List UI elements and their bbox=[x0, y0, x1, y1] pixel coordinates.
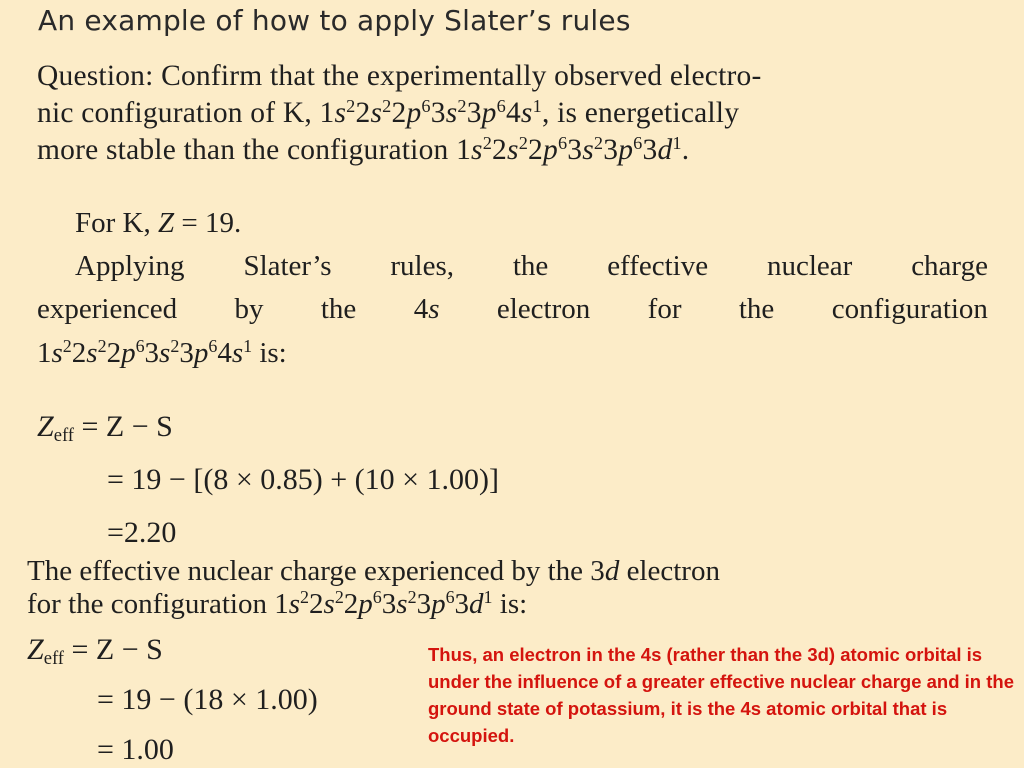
config-shell: 3 bbox=[416, 588, 432, 620]
config-electrons: 6 bbox=[445, 587, 455, 608]
config-electrons: 1 bbox=[483, 587, 493, 608]
word: electron bbox=[496, 293, 591, 325]
zeff-equation-3d bbox=[27, 633, 163, 670]
config-shell: 3 bbox=[454, 588, 470, 620]
config-orbital: p bbox=[618, 134, 634, 166]
config-orbital: p bbox=[193, 337, 209, 369]
word: the bbox=[512, 250, 549, 282]
config-shell: 3 bbox=[144, 337, 160, 369]
config-electrons: 2 bbox=[62, 336, 72, 357]
config-shell: 2 bbox=[528, 134, 543, 166]
config-electrons: 2 bbox=[346, 95, 356, 116]
config-k-ground bbox=[320, 97, 542, 129]
config-shell: 2 bbox=[106, 337, 122, 369]
config-electrons: 2 bbox=[334, 587, 344, 608]
word: experienced bbox=[37, 293, 178, 325]
question-line-2-prefix: nic configuration of K, bbox=[37, 97, 320, 129]
config-electrons: 2 bbox=[407, 587, 417, 608]
config-electrons: 6 bbox=[208, 336, 218, 357]
config-electrons: 2 bbox=[170, 336, 180, 357]
config-electrons: 2 bbox=[300, 587, 310, 608]
conclusion-note: Thus, an electron in the 4s (rather than the 3d) atomic orbital is under the influence of a greater effective nuclear charge and in the ground state of potassium, it is the 4s atomic orbital that is occupied. bbox=[428, 644, 1014, 746]
config-electrons: 1 bbox=[672, 132, 682, 153]
word: rules, bbox=[390, 250, 454, 282]
word: the bbox=[320, 293, 357, 325]
config-shell: 2 bbox=[355, 97, 371, 129]
zeff-symbol: Z bbox=[37, 410, 54, 443]
config-electrons: 6 bbox=[372, 587, 382, 608]
config-shell: 4 bbox=[217, 337, 232, 369]
z-value: = 19. bbox=[174, 207, 242, 239]
config-k-excited bbox=[456, 134, 682, 166]
config-orbital: p bbox=[542, 134, 558, 166]
config-electrons: 6 bbox=[496, 95, 506, 116]
config-orbital: s bbox=[445, 97, 458, 129]
question-line-2 bbox=[37, 97, 739, 130]
config-electrons: 2 bbox=[97, 336, 107, 357]
orbital-letter: s bbox=[428, 293, 440, 325]
config-shell: 1 bbox=[319, 97, 335, 129]
calc-3d-step-1: = 19 − (18 × 1.00) bbox=[97, 683, 318, 716]
applying-line bbox=[75, 250, 988, 283]
config-shell: 1 bbox=[274, 588, 289, 620]
config-shell: 2 bbox=[71, 337, 87, 369]
config-electrons: 6 bbox=[421, 95, 431, 116]
config-electrons: 6 bbox=[135, 336, 145, 357]
config-orbital: d bbox=[657, 134, 673, 166]
config-k-excited bbox=[274, 588, 492, 620]
statement-3d-line-2-prefix: for the configuration bbox=[27, 588, 275, 620]
config-shell: 2 bbox=[391, 97, 407, 129]
config-shell: 3 bbox=[567, 134, 583, 166]
config-orbital: p bbox=[431, 588, 446, 620]
word: Slater’s bbox=[243, 250, 332, 282]
question-line-1: Question: Confirm that the experimentally observed electro- bbox=[37, 60, 762, 92]
config-electrons: 1 bbox=[243, 336, 253, 357]
config-shell: 1 bbox=[37, 337, 52, 369]
calc-3d-step-2: = 1.00 bbox=[97, 733, 174, 766]
config-orbital: s bbox=[334, 97, 347, 129]
config-shell: 3 bbox=[642, 134, 658, 166]
config-shell: 3 bbox=[466, 97, 482, 129]
question-line-3 bbox=[37, 134, 689, 167]
config-electrons: 2 bbox=[593, 132, 604, 153]
question-line-3-suffix: . bbox=[681, 134, 690, 166]
config-electrons: 6 bbox=[557, 132, 568, 153]
config-shell: 2 bbox=[492, 134, 507, 166]
config-orbital: s bbox=[231, 337, 244, 369]
experienced-line bbox=[37, 293, 988, 326]
word: the bbox=[738, 293, 775, 325]
config-shell: 3 bbox=[179, 337, 194, 369]
z-symbol: Z bbox=[157, 207, 175, 239]
config-electrons: 2 bbox=[482, 132, 493, 153]
for-k-line bbox=[75, 207, 241, 240]
config-shell: 1 bbox=[456, 134, 472, 166]
config-orbital: s bbox=[288, 588, 301, 620]
statement-3d-prefix: The effective nuclear charge experienced by the 3 bbox=[27, 555, 605, 587]
word-4s bbox=[414, 293, 440, 326]
slide-title: An example of how to apply Slater’s rules bbox=[38, 4, 631, 37]
zeff-subscript: eff bbox=[43, 648, 64, 670]
word: configuration bbox=[831, 293, 988, 325]
config-orbital: p bbox=[481, 97, 497, 129]
statement-3d-line-2-suffix: is: bbox=[492, 588, 528, 620]
config-orbital: p bbox=[121, 337, 136, 369]
calc-4s-step-1: = 19 − [(8 × 0.85) + (10 × 1.00)] bbox=[107, 463, 500, 496]
config-orbital: s bbox=[159, 337, 171, 369]
config-electrons: 2 bbox=[382, 95, 392, 116]
config-orbital: s bbox=[323, 588, 335, 620]
statement-3d-line-2 bbox=[27, 588, 527, 621]
config-orbital: p bbox=[406, 97, 422, 129]
zeff-rhs: = Z − S bbox=[74, 410, 173, 443]
statement-3d-suffix: electron bbox=[619, 555, 720, 587]
config-shell: 3 bbox=[381, 588, 397, 620]
config-shell: 2 bbox=[309, 588, 324, 620]
word: Applying bbox=[75, 250, 185, 282]
config-orbital: s bbox=[396, 588, 408, 620]
question-line-3-prefix: more stable than the configuration bbox=[37, 134, 457, 166]
config-orbital: s bbox=[370, 97, 383, 129]
config-orbital: d bbox=[469, 588, 484, 620]
question-line-2-suffix: , is energetically bbox=[541, 97, 740, 129]
config-orbital: s bbox=[582, 134, 594, 166]
is-colon: is: bbox=[252, 337, 287, 369]
word: for bbox=[647, 293, 682, 325]
zeff-subscript: eff bbox=[53, 425, 74, 447]
word: by bbox=[234, 293, 264, 325]
zeff-equation-4s bbox=[37, 410, 173, 447]
word: effective bbox=[607, 250, 709, 282]
config-electrons: 2 bbox=[518, 132, 529, 153]
config-is-line bbox=[37, 337, 287, 370]
config-shell: 3 bbox=[603, 134, 619, 166]
config-orbital: p bbox=[358, 588, 373, 620]
orbital-number: 4 bbox=[413, 293, 429, 325]
config-electrons: 6 bbox=[633, 132, 643, 153]
config-electrons: 2 bbox=[457, 95, 467, 116]
config-orbital: s bbox=[51, 337, 63, 369]
config-orbital: s bbox=[507, 134, 519, 166]
config-shell: 4 bbox=[505, 97, 521, 129]
word: charge bbox=[911, 250, 988, 282]
calc-4s-step-2: =2.20 bbox=[107, 516, 177, 549]
config-electrons: 1 bbox=[532, 95, 542, 116]
for-k-prefix: For K, bbox=[75, 207, 158, 239]
zeff-rhs: = Z − S bbox=[64, 633, 163, 666]
config-shell: 2 bbox=[343, 588, 359, 620]
config-shell: 3 bbox=[430, 97, 446, 129]
word: nuclear bbox=[766, 250, 853, 282]
config-orbital: s bbox=[86, 337, 98, 369]
config-k-ground bbox=[37, 337, 252, 369]
zeff-symbol: Z bbox=[27, 633, 44, 666]
statement-3d-line-1 bbox=[27, 555, 720, 588]
statement-3d-italic: d bbox=[604, 555, 620, 587]
config-orbital: s bbox=[471, 134, 483, 166]
config-orbital: s bbox=[520, 97, 533, 129]
